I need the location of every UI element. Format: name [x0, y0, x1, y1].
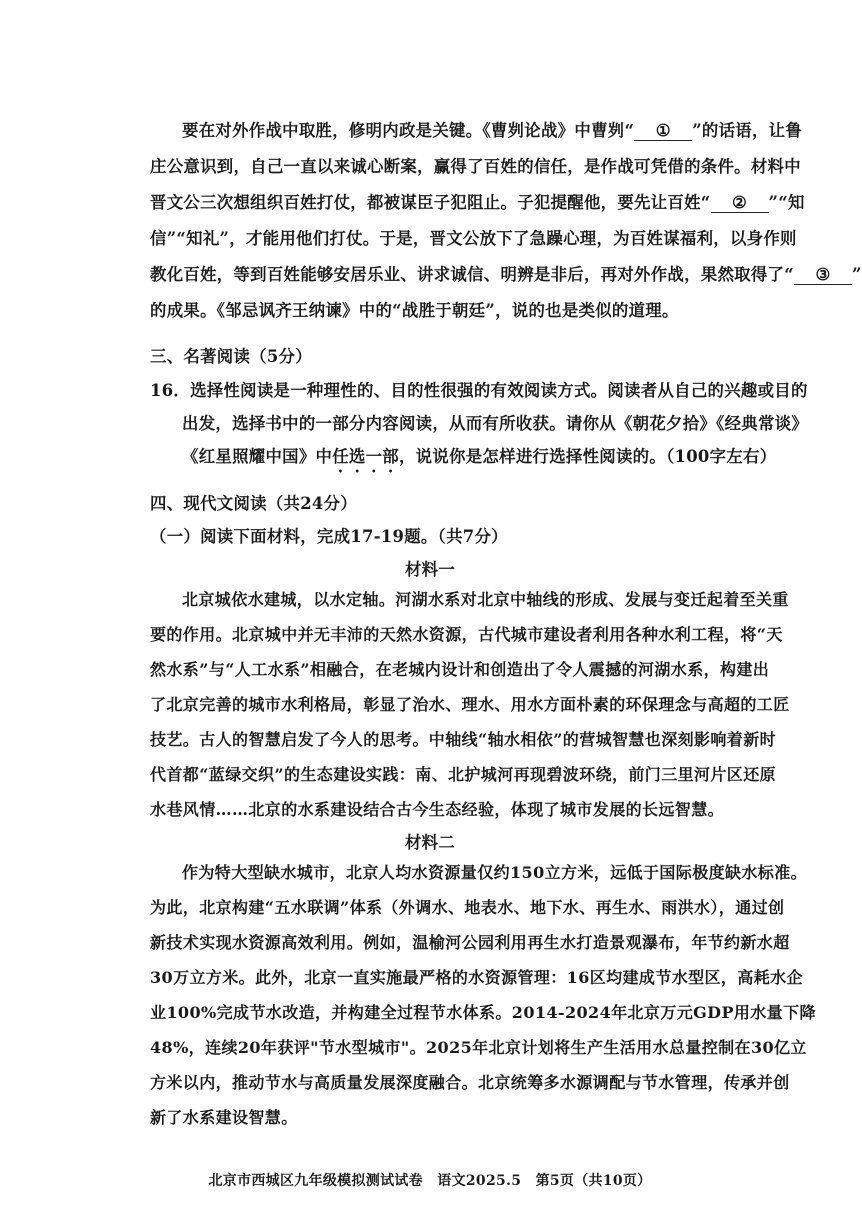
material1-line: 了北京完善的城市水利格局，彰显了治水、理水、用水方面朴素的环保理念与高超的工匠 — [150, 695, 790, 714]
text: ” — [851, 265, 862, 284]
para1-line1 — [182, 117, 842, 141]
emphasized-text: 任选一部 — [332, 447, 399, 466]
material1-line: 水巷风情……北京的水系建设结合古今生态经验，体现了城市发展的长远智慧。 — [150, 800, 725, 819]
material1-line: 要的作用。北京城中并无丰沛的天然水资源，古代城市建设者利用各种水利工程，将“天 — [150, 625, 783, 644]
material1-title: 材料一 — [404, 560, 456, 579]
text: ，说说你是怎样进行选择性阅读的。（100字左右） — [398, 447, 777, 466]
text: 《红星照耀中国》中 — [182, 447, 333, 466]
section3-heading: 三、名著阅读（5分） — [150, 347, 312, 366]
material2-line: 新技术实现水资源高效利用。例如，温榆河公园利用再生水打造景观瀑布，年节约新水超 — [150, 933, 790, 952]
section4-subheading: （一）阅读下面材料，完成17-19题。（共7分） — [150, 527, 508, 546]
para1-line3 — [150, 189, 810, 213]
material1-line: 然水系”与“人工水系”相融合，在老城内设计和创造出了令人震撼的河湖水系，构建出 — [150, 660, 770, 679]
material2-line: 方米以内，推动节水与高质量发展深度融合。北京统筹多水源调配与节水管理，传承并创 — [150, 1073, 790, 1092]
material1-line: 代首都“蓝绿交织”的生态建设实践：南、北护城河再现碧波环绕，前门三里河片区还原 — [150, 765, 777, 784]
para1-line4: 信”“知礼”，才能用他们打仗。于是，晋文公放下了急躁心理，为百姓谋福利，以身作则 — [150, 229, 797, 248]
answer-blank-2: ② — [711, 193, 769, 213]
para1-line2: 庄公意识到，自己一直以来诚心断案，赢得了百姓的信任，是作战可凭借的条件。材料中 — [150, 157, 801, 176]
answer-blank-3: ③ — [794, 265, 852, 285]
material1-line: 技艺。古人的智慧启发了今人的思考。中轴线“轴水相依”的营城智慧也深刻影响着新时 — [150, 730, 777, 749]
page-footer: 北京市西城区九年级模拟测试试卷 语文2025.5 第5页（共10页） — [208, 1173, 652, 1189]
material2-line: 作为特大型缺水城市，北京人均水资源量仅约150立方米，远低于国际极度缺水标准。 — [182, 863, 807, 882]
q16-line2: 出发，选择书中的一部分内容阅读，从而有所收获。请你从《朝花夕拾》《经典常谈》 — [182, 414, 809, 433]
text: 要在对外作战中取胜，修明内政是关键。《曹刿论战》中曹刿“ — [182, 121, 635, 140]
answer-blank-1: ① — [634, 121, 692, 141]
section4-heading: 四、现代文阅读（共24分） — [150, 494, 358, 513]
text: 晋文公三次想组织百姓打仗，都被谋臣子犯阻止。子犯提醒他，要先让百姓“ — [150, 193, 711, 212]
material2-title: 材料二 — [404, 833, 456, 852]
para1-line6: 的成果。《邹忌讽齐王纳谏》中的“战胜于朝廷”，说的也是类似的道理。 — [150, 301, 679, 320]
text: 教化百姓，等到百姓能够安居乐业、讲求诚信、明辨是非后，再对外作战，果然取得了“ — [150, 265, 794, 284]
q16-line1: 16．选择性阅读是一种理性的、目的性很强的有效阅读方式。阅读者从自己的兴趣或目的 — [150, 381, 808, 400]
text: ”“知 — [768, 193, 805, 212]
text: ”的话语，让鲁 — [692, 121, 803, 140]
material2-line: 30万立方米。此外，北京一直实施最严格的水资源管理：16区均建成节水型区，高耗水企 — [150, 968, 803, 987]
material2-line: 为此，北京构建“五水联调”体系（外调水、地表水、地下水、再生水、雨洪水），通过创 — [150, 898, 785, 917]
material1-line: 北京城依水建城，以水定轴。河湖水系对北京中轴线的形成、发展与变迁起着至关重 — [182, 590, 789, 609]
material2-line: 业100%完成节水改造，并构建全过程节水体系。2014-2024年北京万元GDP用水量下降 — [150, 1003, 816, 1022]
q16-line3 — [182, 443, 810, 476]
material2-line: 新了水系建设智慧。 — [150, 1108, 298, 1127]
para1-line5 — [150, 261, 862, 285]
material2-line: 48%，连续20年获评"节水型城市"。2025年北京计划将生产生活用水总量控制在30亿立 — [150, 1038, 807, 1057]
